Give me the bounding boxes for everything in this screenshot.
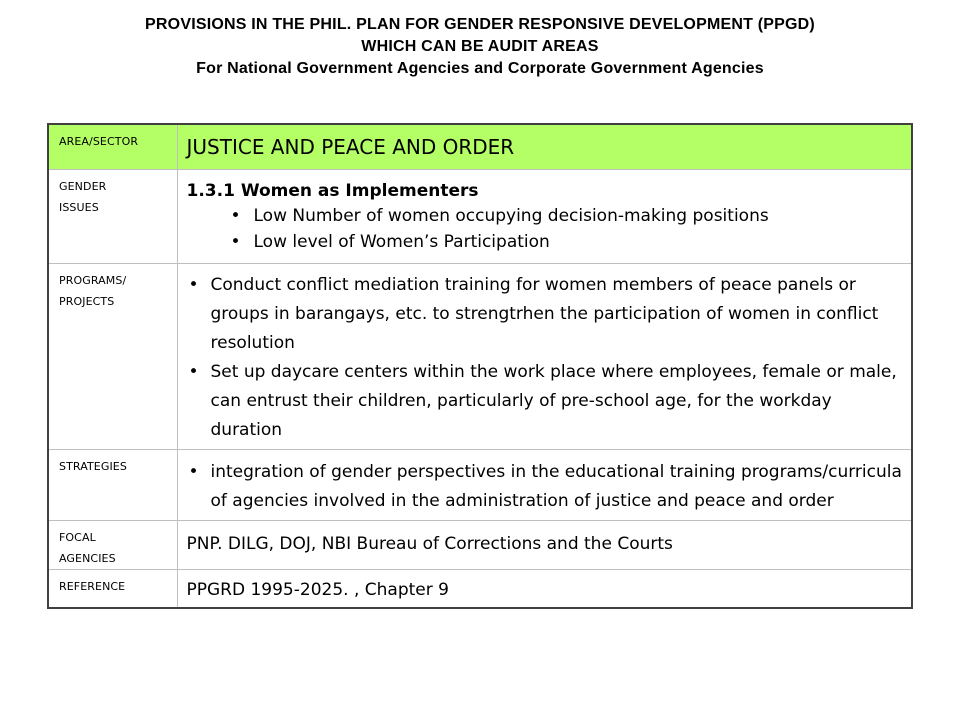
list-item (187, 358, 904, 445)
gender-issues-content (177, 170, 912, 264)
reference-label (48, 570, 177, 609)
area-sector-value-text: JUSTICE AND PEACE AND ORDER (186, 135, 515, 159)
bullet-icon: • (230, 232, 241, 252)
list-item (187, 458, 904, 516)
list-item-text: Low Number of women occupying decision-making positions (253, 206, 769, 226)
gender-issues-label-line1: GENDER (59, 180, 107, 193)
gender-issues-label-line2: ISSUES (59, 201, 99, 214)
reference-content (177, 570, 912, 609)
programs-projects-label (48, 264, 177, 450)
row-strategies (48, 450, 912, 521)
row-reference (48, 570, 912, 609)
programs-projects-label-line1: PROGRAMS/ (59, 274, 127, 287)
header-title-line2: WHICH CAN BE AUDIT AREAS (361, 38, 599, 55)
bullet-icon: • (188, 362, 199, 382)
strategies-label (48, 450, 177, 521)
area-sector-label-text: AREA/SECTOR (59, 135, 139, 148)
document-header (0, 14, 960, 80)
header-title-line1: PROVISIONS IN THE PHIL. PLAN FOR GENDER RESPONSIVE DEVELOPMENT (PPGD) (145, 16, 815, 33)
list-item-text: Low level of Women’s Participation (253, 232, 550, 252)
bullet-icon: • (188, 275, 199, 295)
gender-issues-heading: 1.3.1 Women as Implementers (186, 181, 479, 201)
focal-agencies-content (177, 521, 912, 570)
strategies-content (177, 450, 912, 521)
row-gender-issues (48, 170, 912, 264)
focal-agencies-label (48, 521, 177, 570)
gender-issues-list (187, 203, 904, 255)
row-area-sector (48, 124, 912, 170)
list-item (187, 271, 904, 358)
strategies-list (187, 458, 904, 516)
strategies-label-text: STRATEGIES (59, 460, 127, 473)
programs-projects-content (177, 264, 912, 450)
list-item-text: Set up daycare centers within the work place where employees, female or male, can entrust their children, particularly of pre-school age, for the workday duration (210, 362, 897, 440)
list-item (187, 229, 904, 255)
provisions-table (47, 123, 913, 609)
area-sector-label (48, 124, 177, 170)
list-item-text: Conduct conflict mediation training for women members of peace panels or groups in barangays, etc. to strengtrhen the participation of women in conflict resolution (210, 275, 879, 353)
row-programs-projects (48, 264, 912, 450)
header-subtitle: For National Government Agencies and Corporate Government Agencies (196, 60, 764, 77)
area-sector-value (177, 124, 912, 170)
programs-projects-list (187, 271, 904, 445)
reference-value: PPGRD 1995-2025. , Chapter 9 (186, 580, 449, 600)
focal-agencies-label-line1: FOCAL (59, 531, 96, 544)
reference-label-text: REFERENCE (59, 580, 126, 593)
focal-agencies-label-line2: AGENCIES (59, 552, 116, 565)
gender-issues-label (48, 170, 177, 264)
programs-projects-label-line2: PROJECTS (59, 295, 115, 308)
bullet-icon: • (230, 206, 241, 226)
list-item (187, 203, 904, 229)
focal-agencies-value: PNP. DILG, DOJ, NBI Bureau of Corrections and the Courts (186, 534, 673, 554)
bullet-icon: • (188, 462, 199, 482)
row-focal-agencies (48, 521, 912, 570)
list-item-text: integration of gender perspectives in the educational training programs/curricula of agencies involved in the administration of justice and peace and order (210, 462, 902, 511)
